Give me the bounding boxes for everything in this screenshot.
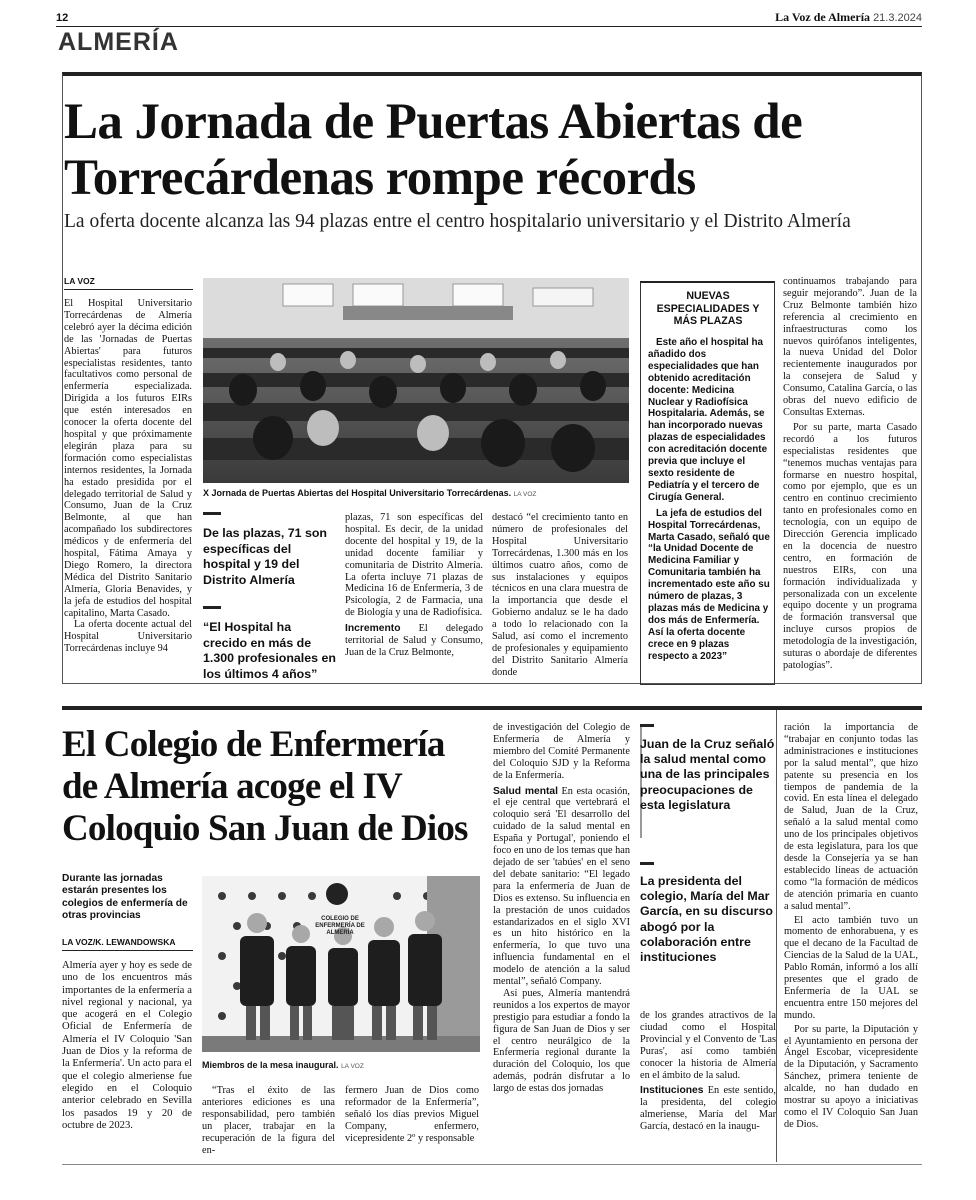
- pull-rule: [203, 606, 221, 609]
- paragraph: [493, 786, 630, 988]
- paragraph-lead: Salud mental: [493, 785, 559, 797]
- paragraph: [345, 623, 483, 659]
- article2-pull2: La presidenta del colegio, María del Mar García, en su discurso abogó por la colaboración entre instituciones: [640, 874, 773, 965]
- paragraph: “Tras el éxito de las anteriores ediciones es una responsabilidad, pero también un placer, trabajar en la recuperación de la figura del en-: [202, 1085, 335, 1156]
- article2-col2: [202, 1085, 335, 1156]
- paragraph: Por su parte, la Diputación y el Ayuntamiento en persona der Ángel Escobar, vicepresidente de la Diputación, y Sacramento Sánchez, primera teniente de alcalde, no han dudado en mostrar su apoyo a iniciativas como el IV Coloquio San Juan de Dios.: [784, 1023, 918, 1130]
- masthead: [775, 10, 922, 25]
- paragraph-lead: Incremento: [345, 623, 401, 635]
- paragraph: El acto también tuvo un momento de enhorabuena, y es que el decano de la Facultad de Ciencias de la Salud de la UAL, Pablo Román, informó a los allí presentes que el grado de Enfermería de la UAL se encuentra entre 150 mejores del mundo.: [784, 914, 918, 1021]
- box-title: NUEVAS ESPECIALIDADES Y MÁS PLAZAS: [656, 290, 760, 327]
- header-rule: [56, 26, 922, 27]
- headline-line-1: El Colegio de Enfermería: [62, 724, 445, 765]
- headline-line-2: de Almería acoge el IV: [62, 766, 402, 807]
- article1-col3: [345, 512, 483, 684]
- byline-rule: [62, 950, 193, 951]
- col-divider: [776, 710, 777, 1162]
- paragraph: destacó “el crecimiento tanto en número de profesionales del Hospital Universitario Torrecárdenas, 1.300 más en los últimos cuatro años, como de sus instalaciones y equipos técnicos en una clara muestra de la importancia que desde el Gobierno andaluz se le ha dado a todo lo relacionado con la Salud, así como el incremento de profesionales y equipamiento del Distrito Sanitario Almería donde: [492, 512, 628, 678]
- page-number: 12: [56, 12, 69, 24]
- paragraph-lead: Instituciones: [640, 1085, 704, 1097]
- bottom-rule: [62, 1164, 922, 1165]
- caption-text: Miembros de la mesa inaugural.: [202, 1060, 339, 1070]
- paper-date: 21.3.2024: [873, 12, 922, 24]
- article1-subtitle: La oferta docente alcanza las 94 plazas entre el centro hospitalario universitario y el Distrito Almería: [64, 211, 851, 232]
- photo-banner: COLEGIO DE ENFERMERÍA DE ALMERÍA: [315, 916, 365, 936]
- article2-headline: [62, 724, 482, 850]
- paragraph-text: El delegado territorial de Salud y Consumo, Juan de la Cruz Belmonte,: [345, 623, 483, 658]
- paragraph: fermero Juan de Dios como reformador de la Enfermería”, señaló los días previos Miguel Company, enfermero, vicepresidente 2º y responsable: [345, 1085, 479, 1144]
- paragraph: El Hospital Universitario Torrecárdenas de Almería celebró ayer la décima edición de las 'Jornadas de Puertas Abiertas' para futuros especialistas residentes, tanto facultativos como personal de enfermería especializada. Dirigida a los futuros EIRs que estén interesados en conocer la oferta docente del hospital y que próximamente elegirán plaza para su formación como especialistas internos residentes, la Jornada ha estado presidida por el delegado territorial de Salud y Consumo, Juan de la Cruz Belmonte, al que han acompañado los subdirectores médicos y de enfermería del hospital, Fátima Amaya y Diego Romero, la directora Médica del Distrito Sanitario Almería, Gloria Benavides, y la jefa de estudios del hospital capitalino, Marta Casado.: [64, 298, 192, 619]
- box-paragraph: La jefa de estudios del Hospital Torrecárdenas, Marta Casado, señaló que “la Unidad Docente de Medicina Familiar y Comunitaria también ha incrementado este año su número de plazas, 3 plazas más de Medicina y dos más de Enfermería. Así la oferta docente crece en 9 plazas respecto a 2023”: [648, 507, 770, 662]
- paragraph-text: En este sentido, la presidenta, del colegio almeriense, María del Mar García, destacó en la inaugu-: [640, 1085, 776, 1133]
- headline-line-2: Torrecárdenas rompe récords: [64, 150, 696, 206]
- group-image: [202, 876, 480, 1052]
- article1-pull1: De las plazas, 71 son específicas del hospital y 19 del Distrito Almería: [203, 526, 327, 587]
- paragraph: continuamos trabajando para seguir mejorando”. Juan de la Cruz Belmonte también hizo referencia al crecimiento en infraestructuras como los nuevos quirófanos inteligentes, la nueva Unidad del Dolor recientemente inaugurados por la consejera de Salud y Consumo, Catalina García, o las obras del nuevo edificio de Consultas Externas.: [783, 276, 917, 418]
- group-photo: [202, 876, 480, 1052]
- article2-col1: [62, 960, 192, 1132]
- paragraph: Almería ayer y hoy es sede de uno de los encuentros más importantes de la enfermería a nivel regional y nacional, ya que acogerá en el Colegio Oficial de Enfermería de Almería el IV Coloquio 'San Juan de Dios y la reforma de la Enfermería'. Un acto para el que el colegio almeriense fue elegido en el Coloquio anterior celebrado en Sevilla los pasados 19 y 20 de octubre de 2023.: [62, 960, 192, 1131]
- box-paragraph: Este año el hospital ha añadido dos especialidades que han obtenido acreditación docente: Medicina Nuclear y Radiofísica Hospitalaria. Además, se han incorporado nuevas plazas de especialidades con acreditación docente previa que incluye el sexto residente de Pediatría y el tercero de Cirugía General.: [648, 337, 768, 503]
- paragraph: ración la importancia de “trabajar en conjunto todas las administraciones e instituciones por la salud mental”, que hizo patente su presencia en los tiempos de pandemia de la covid. En esta línea el delegado de Salud, Juan de la Cruz, señaló a la salud mental como uno de los principales objetivos de esta legislatura, para los que desde la Consejería ya se han establecido líneas de actuación como “la formación de médicos de atención primaria en cuanto a salud mental”.: [784, 722, 918, 912]
- paragraph: Por su parte, marta Casado recordó a los futuros especialistas residentes que “tenemos muchas ventajas para formarse en nuestro hospital, como por ejemplo, que es un centro en continuo crecimiento tanto en profesionales como en tecnología, con un equipo de Dirección Gerencia implicado en la docencia de nuestro centro, en formación de nuestros EIRs, con una formación individualizada y personalizada con un excelente equipo docente y un programa de formación transversal que incluye cursos propios de metodología de la investigación, suturas o abordaje de diferentes patologías”.: [783, 421, 917, 671]
- pull-rule: [640, 724, 654, 727]
- paragraph: Así pues, Almería mantendrá reunidos a los expertos de mayor prestigio para estudiar a fondo la figura de San Juan de Dios y ser el centro neurálgico de la Enfermería regional durante la duración del Coloquio, los que además, podrán disfrutar a lo largo de estas dos jornadas: [493, 987, 630, 1095]
- pull-rule: [640, 862, 654, 865]
- article1-headline: [64, 94, 914, 206]
- box-body: [648, 337, 770, 662]
- paragraph-text: En esta ocasión, el eje central que vertebrará el coloquio será 'El desarrollo del cuidado de la salud mental en España y Portugal', poniendo el foco en uno de los temas que han dejado de ser 'tabúes' en el seno del debate sanitario: “El legado para la enfermería de Juan de Dios es extenso. Su influencia en la prestación de unos cuidados estandarizados en el siglo XVI es un hito histórico en la enfermería, lo que tuvo una influencia fundamental en el modelo de atención a la salud mental”, señaló Company.: [493, 785, 630, 988]
- article1-byline: LA VOZ: [64, 276, 95, 286]
- paragraph: de investigación del Colegio de Enfermería de Almería y miembro del Comité Permanente del Coloquio SJD y la Reforma de la Enfermería.: [493, 722, 630, 781]
- caption-text: X Jornada de Puertas Abiertas del Hospital Universitario Torrecárdenas.: [203, 488, 512, 498]
- article2-byline: LA VOZ/K. LEWANDOWSKA: [62, 937, 176, 947]
- article2-summary: Durante las jornadas estarán presentes los colegios de enfermería de otras provincias: [62, 873, 188, 922]
- photo2-caption: [202, 1060, 480, 1070]
- paragraph: plazas, 71 son específicas del hospital. Es decir, de la unidad docente del hospital y 19, de la unidad docente familiar y comunitaria de Distrito Almería. La oferta incluye 71 plazas de Medicina 16 de Enfermería, 3 de Psicología, 2 de Farmacia, una de Biología y una de Radiofísica.: [345, 512, 483, 619]
- photo1-caption: [203, 488, 629, 498]
- article2-col6: [784, 722, 918, 1162]
- article2-col3: [345, 1085, 479, 1145]
- caption-credit: LA VOZ: [513, 491, 537, 498]
- article1-col6: [783, 276, 917, 684]
- caption-credit: LA VOZ: [341, 1063, 364, 1070]
- headline-line-1: La Jornada de Puertas Abiertas de: [64, 94, 803, 150]
- article2-pull1: Juan de la Cruz señaló la salud mental como una de las principales preocupaciones de esta legislatura: [640, 737, 775, 812]
- paragraph: La oferta docente actual del Hospital Universitario Torrecárdenas incluye 94: [64, 619, 192, 655]
- auditorium-photo: [203, 278, 629, 483]
- article2-col5: [640, 1010, 776, 1162]
- article1-col4: [492, 512, 628, 684]
- paper-name: La Voz de Almería: [775, 10, 871, 24]
- article2-col4: [493, 722, 630, 1162]
- section-title: ALMERÍA: [58, 28, 179, 56]
- byline-rule: [64, 289, 193, 290]
- headline-line-3: Coloquio San Juan de Dios: [62, 808, 468, 849]
- pull-rule: [203, 512, 221, 515]
- paragraph: de los grandes atractivos de la ciudad como el Hospital Provincial y el Convento de 'Las Puras', así como también conocer la historia de Almería en el ámbito de la salud.: [640, 1010, 776, 1081]
- paragraph: [640, 1085, 776, 1133]
- article1-pull2: “El Hospital ha crecido en más de 1.300 profesionales en los últimos 4 años”: [203, 620, 336, 681]
- article1-col1: [64, 298, 192, 684]
- auditorium-image: [203, 278, 629, 483]
